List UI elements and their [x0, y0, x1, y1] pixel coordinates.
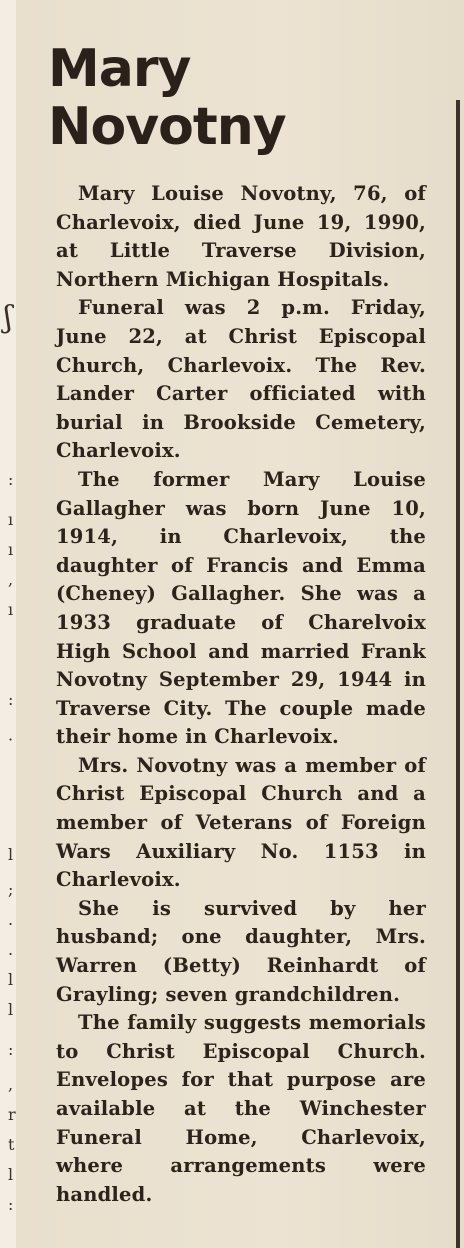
paragraph-membership: Mrs. Novotny was a member of Christ Episcopal Church and a member of Veterans of Foreign Wars Auxiliary No. 1153 in Charlevoix.: [56, 753, 426, 892]
column-rule: [456, 100, 460, 1248]
gutter-fragment: ı: [8, 510, 14, 529]
gutter-fragment: ʃ: [4, 300, 13, 335]
gutter-fragment: ,: [8, 570, 14, 589]
gutter-fragment: .: [8, 940, 14, 959]
gutter-fragment: ı: [8, 600, 14, 619]
gutter-fragment: :: [8, 470, 14, 489]
gutter-fragment: :: [8, 690, 14, 709]
gutter-fragment: l: [8, 845, 14, 864]
paragraph-memorials: The family suggests memorials to Christ Episcopal Church. Envelopes for that purpose are available at the Winchester Funeral Home, Charlevoix, where arrangements were handled.: [56, 1011, 426, 1206]
paragraph-funeral: Funeral was 2 p.m. Friday, June 22, at Christ Episcopal Church, Charlevoix. The Rev. Lander Carter officiated with burial in Brookside Cemetery, Charlevoix.: [56, 296, 426, 463]
paragraph-death-notice: Mary Louise Novotny, 76, of Charlevoix, died June 19, 1990, at Little Traverse Division, Northern Michigan Hospitals.: [56, 182, 426, 291]
paragraph-survivors: She is survived by her husband; one daughter, Mrs. Warren (Betty) Reinhardt of Grayling; seven grandchildren.: [56, 896, 426, 1006]
gutter-fragment: ı: [8, 540, 14, 559]
gutter-fragment: l: [8, 970, 14, 989]
gutter-fragment: .: [8, 910, 14, 929]
gutter-fragment: r: [8, 1105, 16, 1124]
obituary-body: [56, 180, 426, 1209]
adjacent-column-edge: [0, 0, 16, 1248]
obituary-headline: [48, 40, 286, 156]
gutter-fragment: l: [8, 1000, 14, 1019]
gutter-fragment: ,: [8, 1075, 14, 1094]
gutter-fragment: t: [8, 1135, 15, 1154]
gutter-fragment: ·: [8, 730, 14, 749]
headline-line-1: Mary: [48, 39, 191, 99]
paragraph-biography: The former Mary Louise Gallagher was born June 10, 1914, in Charlevoix, the daughter of Francis and Emma (Cheney) Gallagher. She was a 1933 graduate of Charelvoix High School and married Frank Novotny September 29, 1944 in Traverse City. The couple made their home in Charlevoix.: [56, 467, 426, 749]
gutter-fragment: :: [8, 1195, 14, 1214]
gutter-fragment: l: [8, 1165, 14, 1184]
gutter-fragment: :: [8, 1040, 14, 1059]
headline-line-2: Novotny: [48, 97, 286, 157]
gutter-fragment: ;: [8, 880, 14, 899]
